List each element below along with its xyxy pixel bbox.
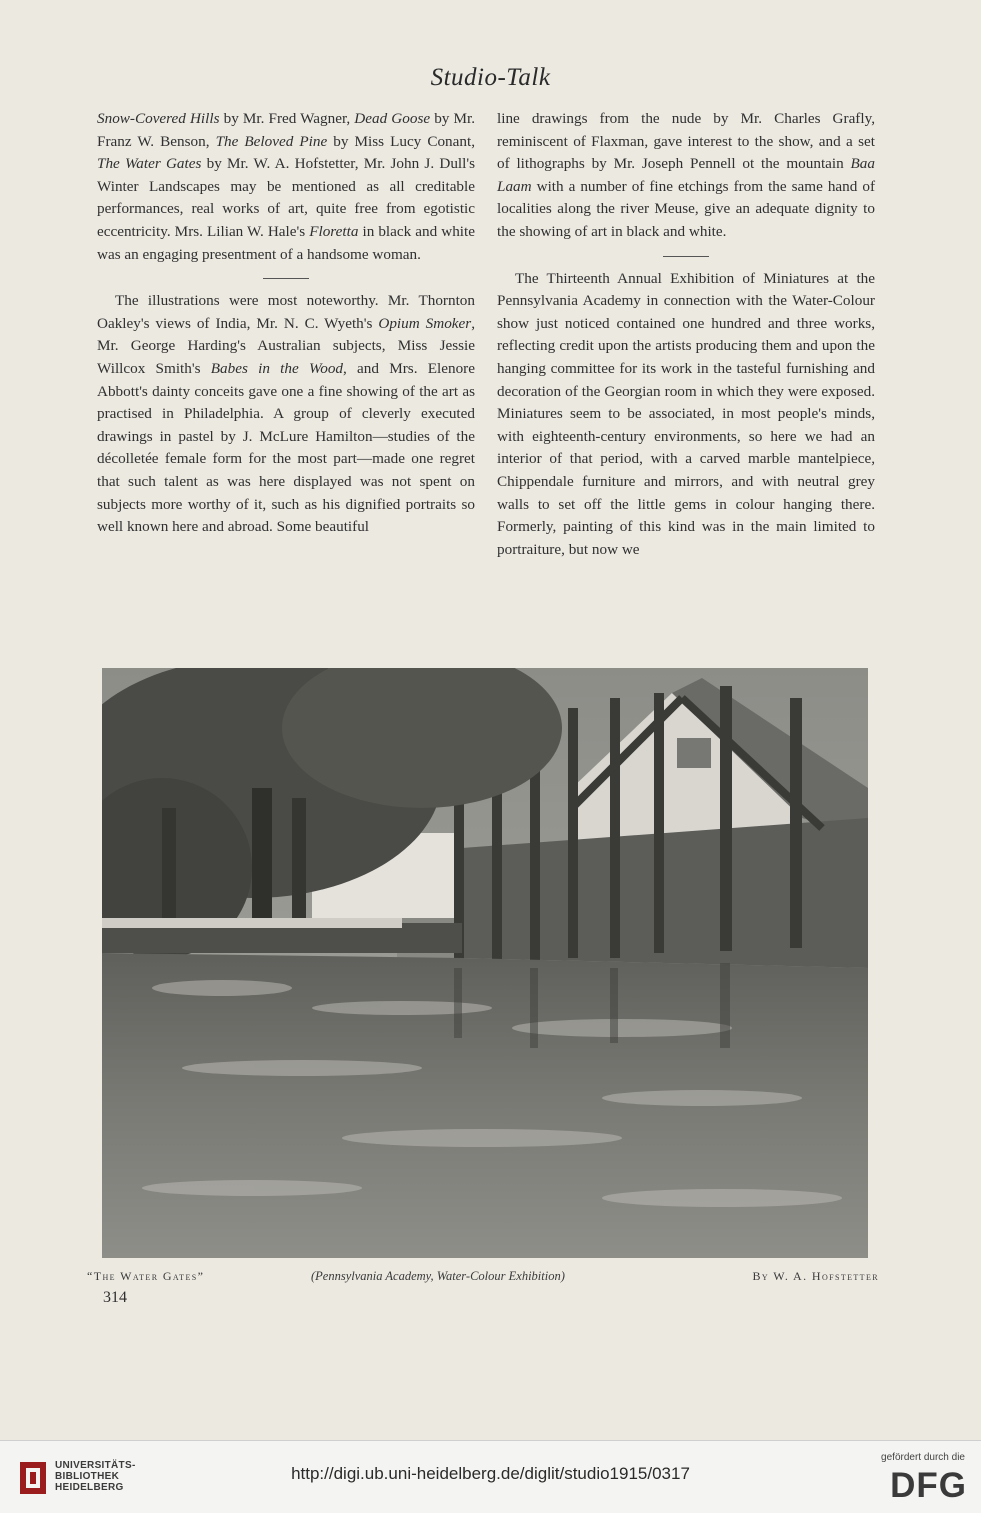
- illustration-water-gates: [102, 668, 868, 1258]
- illustration-caption: [87, 1269, 879, 1289]
- left-paragraph-2: The illustrations were most noteworthy. Mr. Thornton Oakley's views of India, Mr. N. C. Wyeth's Opium Smoker, Mr. George Harding's Australian subjects, Miss Jessie Willcox Smith's Babes in the Wood, and Mrs. Elenore Abbott's dainty conceits gave one a fine showing of the art as practised in Philadelphia. A group of cleverly executed drawings in pastel by J. McLure Hamilton—studies of the décolletée female form for the most part—made one regret that such talent as was here displayed was not spent on subjects more worthy of it, such as his dignified portraits so well known here and abroad. Some beautiful: [97, 292, 475, 536]
- page-number: 314: [103, 1289, 127, 1306]
- funding-note: gefördert durch die: [881, 1452, 965, 1463]
- left-text-column: [97, 108, 475, 539]
- source-url-link[interactable]: http://digi.ub.uni-heidelberg.de/diglit/studio1915/0317: [291, 1464, 690, 1483]
- right-paragraph-1: line drawings from the nude by Mr. Charles Grafly, reminiscent of Flaxman, gave interest to the show, and a set of lithographs by Mr. Joseph Pennell ot the mountain Baa Laam with a number of fine etchings from the same hand of localities along the river Meuse, give an adequate dignity to the showing of art in black and white.: [497, 110, 875, 240]
- section-divider: [663, 256, 709, 257]
- caption-title: “The Water Gates”: [87, 1269, 205, 1283]
- painting-image: [102, 668, 868, 1258]
- section-divider: [263, 278, 309, 279]
- right-text-column: [497, 108, 875, 561]
- dfg-logo: DFG: [890, 1466, 967, 1505]
- caption-source: (Pennsylvania Academy, Water-Colour Exhibition): [311, 1269, 565, 1283]
- caption-artist: By W. A. Hofstetter: [752, 1269, 879, 1283]
- page-title: Studio-Talk: [430, 64, 551, 91]
- digitization-footer: [0, 1440, 981, 1513]
- right-paragraph-2: The Thirteenth Annual Exhibition of Miniatures at the Pennsylvania Academy in connection with the Water-Colour show just noticed contained one hundred and three works, reflecting credit upon the artists producing them and upon the hanging committee for its work in the tasteful furnishing and decoration of the Georgian room in which they were exposed. Miniatures seem to be associated, in most people's minds, with eighteenth-century environments, so here we had an interior of that period, with a carved marble mantelpiece, Chippendale furniture and mirrors, and with neutral grey walls to set off the little gems in colour hanging there. Formerly, painting of this kind was in the main limited to portraiture, but now we: [497, 269, 875, 558]
- left-paragraph-1: Snow-Covered Hills by Mr. Fred Wagner, Dead Goose by Mr. Franz W. Benson, The Beloved Pine by Miss Lucy Conant, The Water Gates by Mr. W. A. Hofstetter, Mr. John J. Dull's Winter Landscapes may be mentioned as all creditable performances, real works of art, quite free from egotistic eccentricity. Mrs. Lilian W. Hale's Floretta in black and white was an engaging presentment of a handsome woman.: [97, 110, 476, 263]
- university-name: UNIVERSITÄTS- BIBLIOTHEK HEIDELBERG: [55, 1460, 136, 1493]
